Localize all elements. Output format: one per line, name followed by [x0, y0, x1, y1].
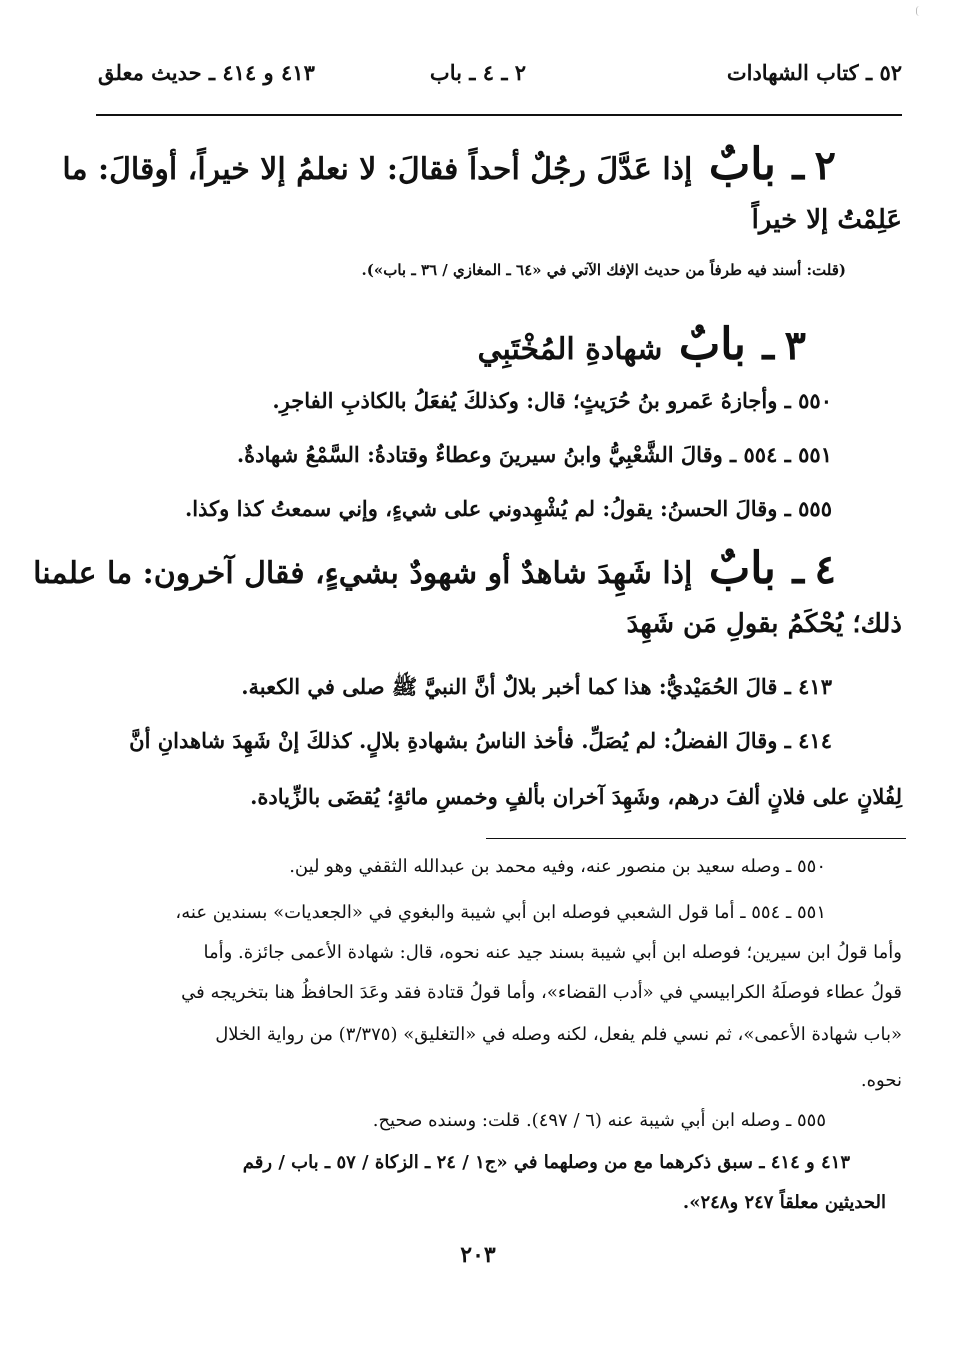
chapter-2-heading [62, 139, 836, 193]
chapter-2-title: إذا عَدَّلَ رجُلٌ أحداً فقالَ: لا نعلمُ إلا خيراً، أوقالَ: ما [62, 152, 693, 187]
chapter-3-number: ٣ [784, 322, 806, 369]
footnote-rule [486, 838, 906, 839]
chapter-3-bab-word: بابٌ [678, 319, 746, 370]
footnote-550: ٥٥٠ ـ وصله سعيد بن منصور عنه، وفيه محمد بن عبدالله الثقفي وهو لين. [289, 856, 826, 877]
running-head-hadith: ٤١٣ و ٤١٤ ـ حديث معلق [98, 60, 315, 85]
footnote-551-554-line-2: وأما قولُ ابن سيرين؛ فوصله ابن أبي شيبة بسند جيد عنه نحوه، قال: شهادة الأعمى جائزة. وأما [203, 942, 902, 963]
footnote-555: ٥٥٥ ـ وصله ابن أبي شيبة عنه (٦ / ٤٩٧). قلت: وسنده صحيح. [372, 1110, 826, 1131]
chapter-4-title-continued: ذلك؛ يُحْكَمُ بقولِ مَن شَهِدَ [626, 609, 902, 639]
chapter-2-number: ٢ [814, 142, 836, 189]
scan-mark [916, 6, 923, 16]
chapter-4-heading [33, 543, 836, 597]
running-head-chapter: ٢ ـ ٤ ـ باب [429, 60, 527, 85]
chapter-2-title-continued: عَلِمْتُ إلا خيراً [751, 205, 902, 235]
header-rule [96, 114, 902, 116]
chapter-4-bab-word: بابٌ [708, 543, 776, 594]
hadith-414: ٤١٤ ـ وقالَ الفضلُ: لم يُصَلِّ. فأخذ الناسُ بشهادةِ بلالٍ. كذلكَ إنْ شَهِدَ شاهدانِ أنَّ [129, 728, 832, 753]
athar-551-554: ٥٥١ ـ ٥٥٤ ـ وقالَ الشَّعْبِيُّ وابنُ سيرينَ وعطاءٌ وقتادةُ: السَّمْعُ شهادةٌ. [236, 442, 832, 467]
chapter-4-title: إذا شَهِدَ شاهدٌ أو شهودٌ بشيءٍ، فقال آخرون: ما علمنا [33, 556, 693, 591]
hadith-414-continued: لِفُلانٍ على فلانٍ ألفَ درهم، وشَهِدَ آخران بألفٍ وخمسِ مائةٍ؛ يُقضَى بالزِّيادة. [250, 784, 902, 809]
chapter-4-number: ٤ [814, 546, 836, 593]
chapter-2-bab-word: بابٌ [708, 139, 776, 190]
footnote-551-554-line-4: «باب شهادة الأعمى»، ثم نسي فلم يفعل، لكنه وصله في «التغليق» (٣/٣٧٥) من رواية الخلال [215, 1024, 902, 1045]
athar-555: ٥٥٥ ـ وقالَ الحسنُ: يقولُ: لم يُشْهِدوني على شيءٍ، وإني سمعتُ كذا وكذا. [184, 496, 832, 521]
hadith-413: ٤١٣ ـ قالَ الحُمَيْديُّ: هذا كما أخبر بلالٌ أنَّ النبيَّ ﷺ صلى في الكعبة. [241, 674, 832, 699]
page-number: ٢٠٣ [460, 1242, 496, 1268]
chapter-4-dash: ـ [792, 546, 805, 593]
footnote-413-414-line-2: الحديثين معلقاً ٢٤٧ و٢٤٨». [682, 1192, 886, 1213]
chapter-3-dash: ـ [762, 322, 775, 369]
chapter-3-heading [477, 319, 806, 373]
chapter-2-dash: ـ [792, 142, 805, 189]
footnote-413-414: ٤١٣ و ٤١٤ ـ سبق ذكرهما مع من وصلهما في «ج١ / ٢٤ ـ الزكاة / ٥٧ ـ باب / رقم [242, 1152, 850, 1173]
chapter-2-note: (قلت: أسند فيه طرفاً من حديث الإفك الآتي في «٦٤ ـ المغازي / ٣٦ ـ باب»). [361, 261, 846, 279]
footnote-551-554-line-5: نحوه. [860, 1070, 902, 1091]
footnote-551-554-line-3: قولُ عطاء فوصلَهُ الكرابيسي في «أدب القضاء»، وأما قولُ قتادة فقد وعَدَ الحافظُ هنا بتخريجه في [181, 982, 902, 1003]
footnote-551-554: ٥٥١ ـ ٥٥٤ ـ أما قول الشعبي فوصله ابن أبي شيبة والبغوي في «الجعديات» بسندين عنه، [175, 902, 826, 923]
athar-550: ٥٥٠ ـ وأجازهُ عَمرو بنُ حُرَيثٍ؛ قال: وكذلكَ يُفعَلُ بالكاذبِ الفاجرِ. [272, 388, 832, 413]
running-head-book: ٥٢ ـ كتاب الشهادات [726, 60, 902, 85]
chapter-3-title: شهادةِ المُخْتَبِي [477, 332, 663, 367]
